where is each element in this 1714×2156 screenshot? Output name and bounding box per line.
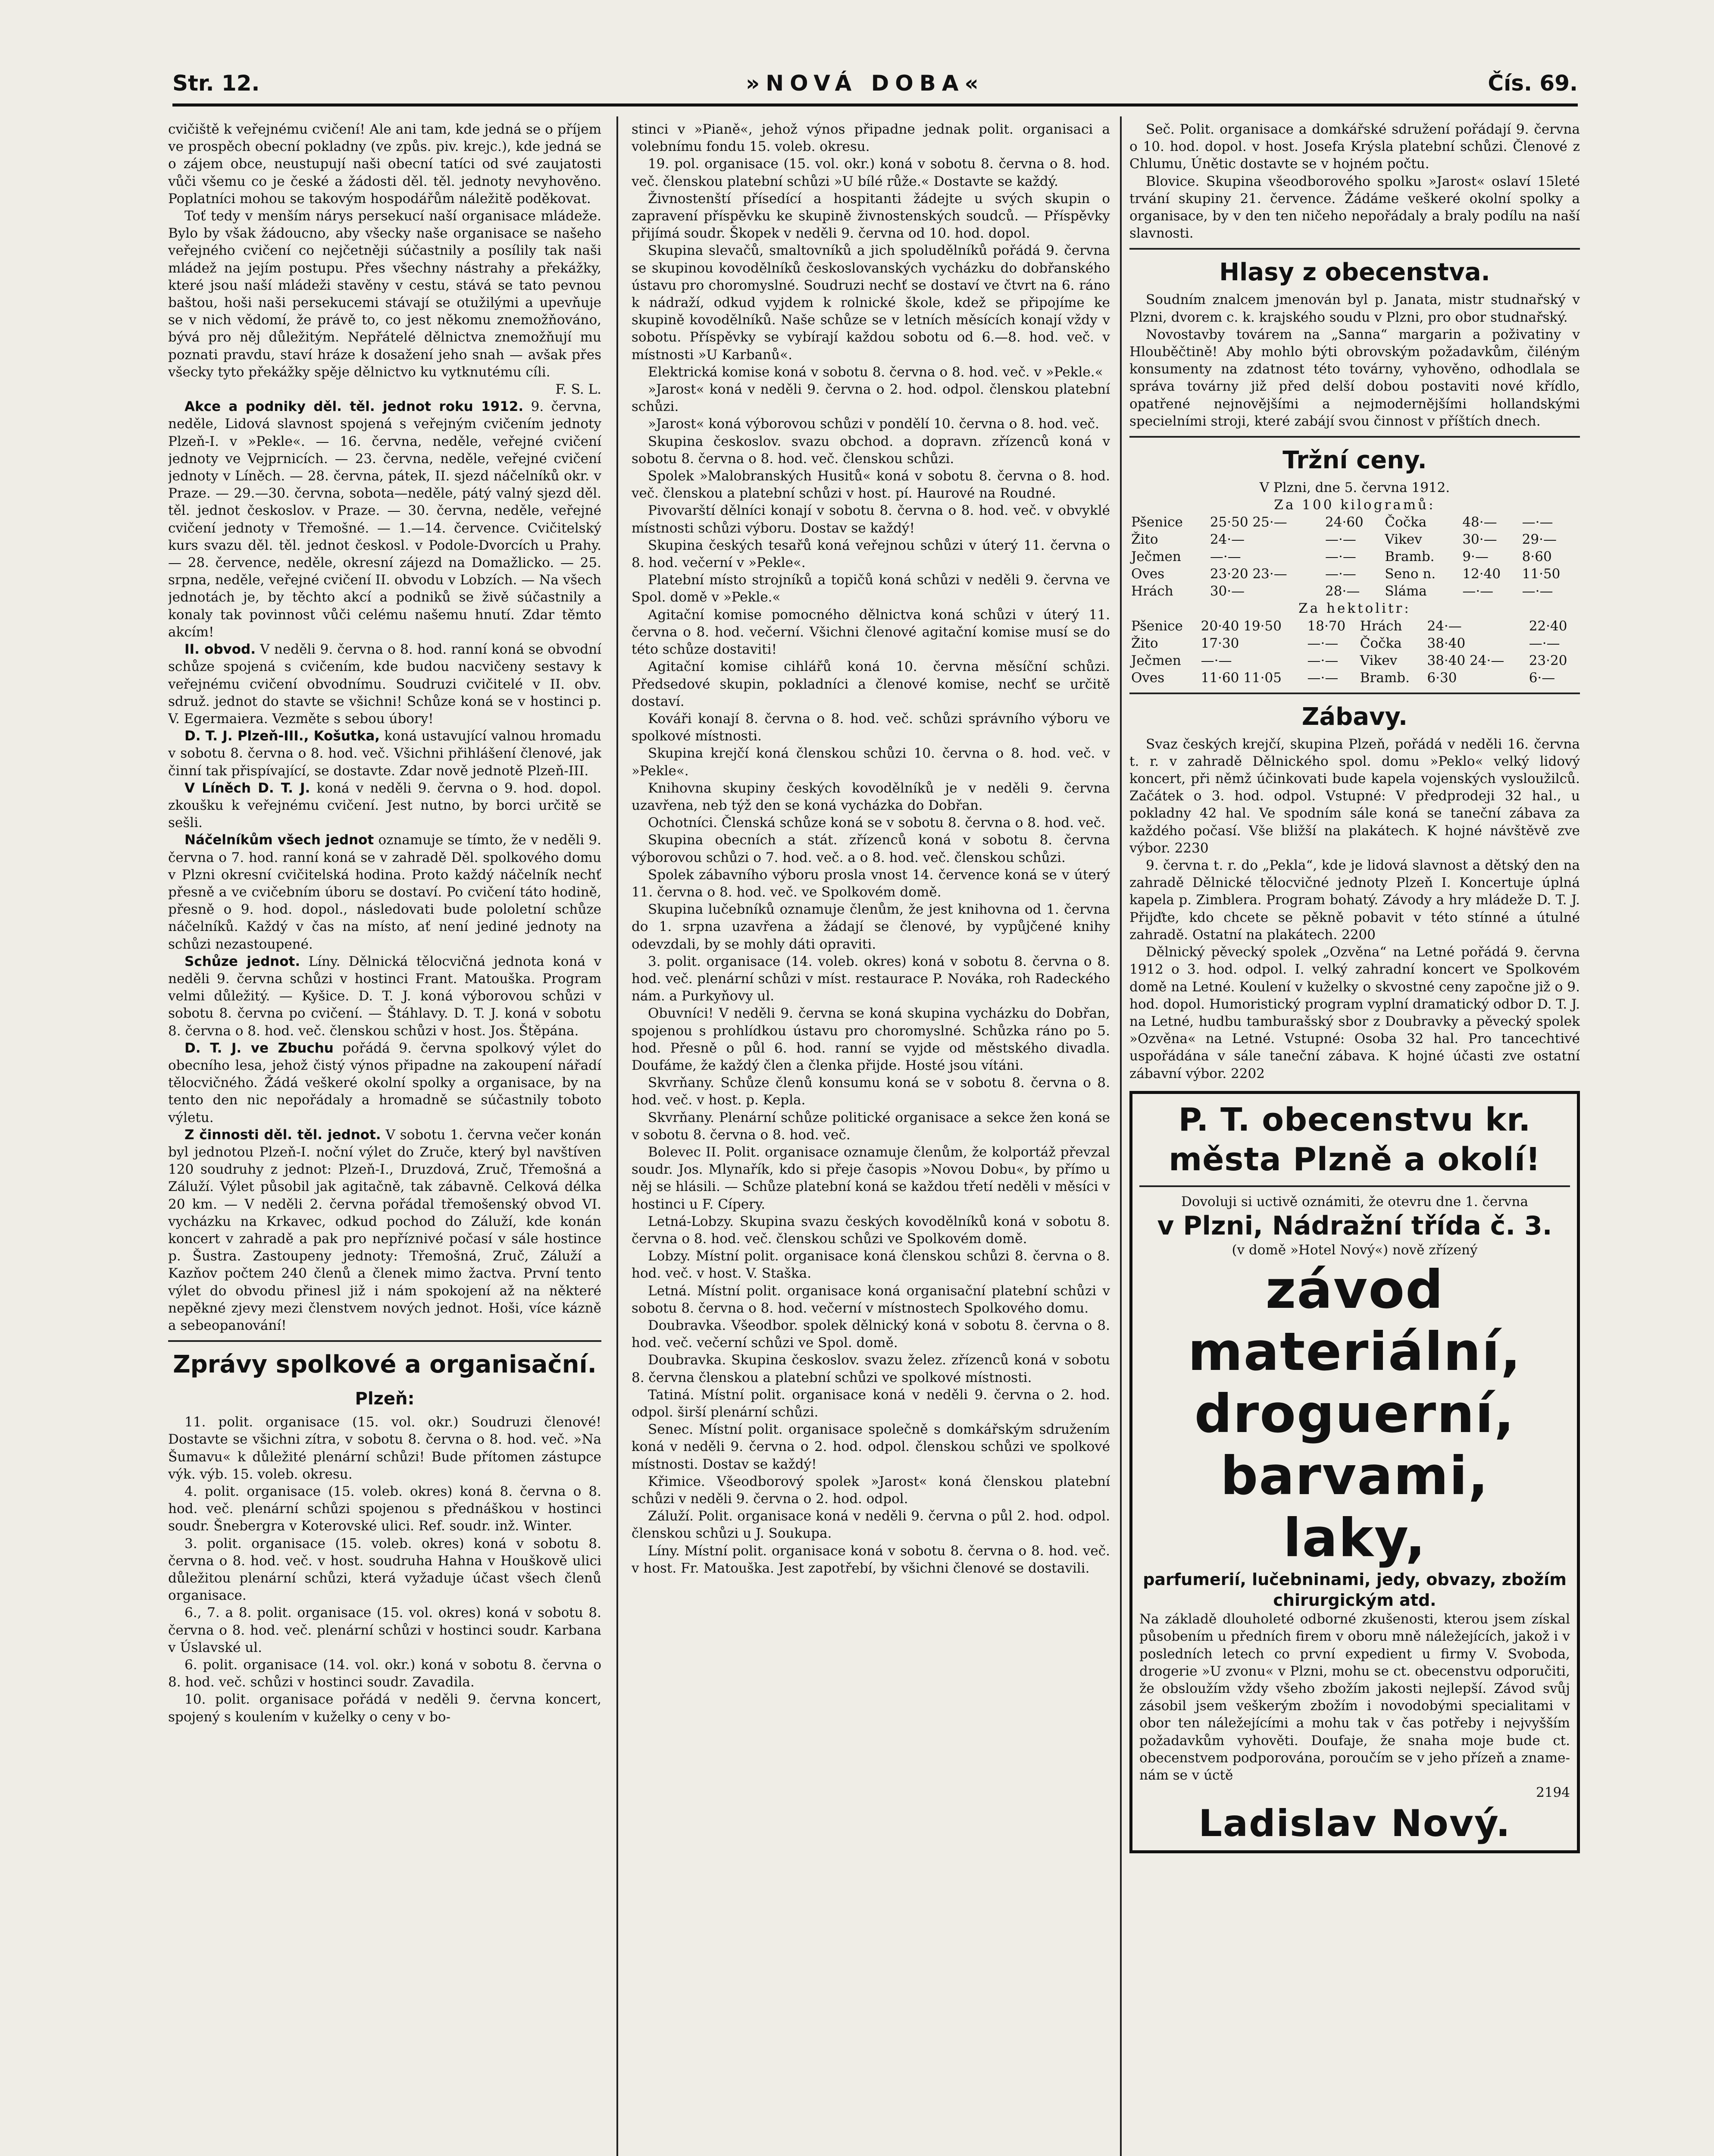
ad-headline: P. T. obecenstvu kr. [1178, 1101, 1531, 1138]
notice: Skupina českoslov. svazu obchod. a dopravn. zřízenců koná v sobotu 8. června o 8. hod. več. členskou schůzi. [632, 433, 1110, 467]
notice: Ochotníci. Členská schůze koná se v sobotu 8. června o 8. hod. več. [648, 815, 1105, 831]
notice-heading: Akce a podniky děl. těl. jednot roku 1912. [185, 399, 524, 415]
notice: Obuvníci! V neděli 9. června se koná skupina vycházku do Dobřan, spojenou s prohlídkou ústavu pro choromyslné. Schůzka ráno po 5. hod. Přesně o půl 6. hod. ranní se vyjde od městského divadla. Doufáme, že každý člen a členka přijde. Hosté jsou vítáni. [632, 1006, 1110, 1073]
price-cell: 38·40 [1427, 635, 1466, 651]
price-cell: Vikev [1385, 532, 1422, 548]
advertisement [1129, 1091, 1580, 1854]
price-cell: —·— [1529, 635, 1560, 651]
price-cell: Čočka [1360, 635, 1402, 651]
price-cell: Sláma [1385, 583, 1427, 599]
issue-number: Čís. 69. [1488, 71, 1578, 96]
notice-heading: II. obvod. [185, 642, 256, 658]
price-cell: Hrách [1360, 618, 1402, 634]
price-cell: 18·70 [1307, 618, 1346, 634]
price-cell: Bramb. [1360, 670, 1410, 686]
notice-text: koná v neděli 9. června o 9. hod. dopol. zkoušku k veřejnému cvičení. Jest nutno, by borci určitě se sešli. [168, 780, 601, 831]
notice: Senec. Místní polit. organisace společně s domkářským sdružením koná v neděli 9. června o 2. hod. odpol. členskou schůzi ve spolkové místnosti. Dostav se každý! [632, 1422, 1110, 1472]
section-title: Hlasy z obecenstva. [1219, 258, 1490, 287]
notice-heading: Náčelníkům všech jednot [185, 832, 374, 848]
price-cell: Seno n. [1385, 566, 1436, 582]
notice: 6. polit. organisace (14. vol. okr.) koná v sobotu 8. června o 8. hod. več. schůzi v hostinci soudr. Zavadila. [168, 1657, 601, 1690]
notice-text: V neděli 9. června o 8. hod. ranní koná se obvodní schůze spojená s cvičením, kde budou nacvičeny sestavy k veřejnému cvičení obvodnímu. Soudruzi cvičitelé v II. obv. sdruž. jednot do stavte se všichni! Schůze koná se v hostinci p. V. Egermaiera. Vezměte s sebou úbory! [168, 642, 601, 727]
price-cell: 22·40 [1529, 618, 1567, 634]
article-signature: F. S. L. [555, 382, 601, 398]
price-cell: —·— [1307, 670, 1339, 686]
notice: Živnostenští přísedící a hospitanti žádejte u svých skupin o zapravení příspěvku ke skupině živnostenských soudců. — Příspěvky přijímá soudr. Škopek v neděli 9. června od 10. hod. dopol. [632, 191, 1110, 241]
section-title: Zábavy. [1301, 702, 1408, 731]
notice [168, 953, 601, 1040]
price-cell: 11·50 [1522, 566, 1561, 582]
price-cell: Oves [1131, 670, 1165, 686]
price-cell: 12·40 [1462, 566, 1501, 582]
price-cell: 23·20 [1529, 652, 1567, 668]
notice-text: koná ustavující valnou hromadu v sobotu 8. června o 8. hod. več. Všichni přihlášení členové, jak činní tak přispívající, se dostavte. Zdar nově jednotě Plzeň-III. [168, 728, 601, 779]
market-unit-kg: Za 100 kilogramů: [1274, 497, 1436, 513]
price-cell: 38·40 24·— [1427, 652, 1504, 668]
notice: 11. polit. organisace (15. vol. okr.) Soudruzi členové! Dostavte se všichni zítra, v sobotu 8. června o 8. hod. več. »Na Šumavu« k důležité plenární schůzi! Bude přítomen zástupce výk. výb. 15. voleb. okresu. [168, 1414, 601, 1482]
ad-headline: města Plzně a okolí! [1169, 1141, 1541, 1178]
notice-text: Svaz českých krejčí, skupina Plzeň, pořádá v neděli 16. června t. r. v zahradě Dělnického spol. domu »Peklo« velký lidový koncert, při němž účinkovati bude kapela vojenských vysloužilců. Začátek o 3. hod. odpol. Vstupné: V předprodeji 32 hal., u pokladny 42 hal. Ve spodním sále koná se taneční zábava za každého počasí. Vše bližší na plakátech. K hojné návštěvě zve výbor. [1129, 736, 1580, 856]
price-cell: —·— [1522, 514, 1553, 530]
price-cell: Pšenice [1131, 514, 1183, 530]
price-cell: —·— [1307, 652, 1339, 668]
notice: Platební místo strojníků a topičů koná schůzi v neděli 9. června ve Spol. domě v »Pekle.« [632, 572, 1110, 605]
price-cell: —·— [1307, 635, 1339, 651]
article-paragraph: cvičiště k veřejnému cvičení! Ale ani tam, kde jedná se o příjem ve prospěch obecní pokladny (ve způs. piv. krejc.), kde jedná se o zájem obce, neustupují naši obecní tatíci od své zaujatosti vůči všemu co je české a žádosti děl. těl. jednoty nevyhověno. Poplatníci mohou se takovým hospodářům náležitě poděkovat. [168, 122, 601, 207]
ad-number: 2202 [1231, 1065, 1265, 1081]
price-cell: 24·— [1427, 618, 1462, 634]
notice-text: pořádá 9. června spolkový výlet do obecního lesa, jehož čistý výnos připadne na zakoupení nářadí tělocvičného. Žádá veškeré okolní spolky a organisace, by na tento den nic nepořádaly a hromadně se súčastnily toboto výletu. [168, 1040, 601, 1125]
price-cell: 6·— [1529, 670, 1555, 686]
notice [168, 727, 601, 780]
price-cell: 8·60 [1522, 549, 1552, 565]
notice: Skupina krejčí koná členskou schůzi 10. června o 8. hod. več. v »Pekle«. [632, 746, 1110, 779]
notice: Lobzy. Místní polit. organisace koná členskou schůzi 8. června o 8. hod. več. v host. V. Staška. [632, 1248, 1110, 1282]
notice [168, 1126, 601, 1334]
notice: Kováři konají 8. června o 8. hod. več. schůzi správního výboru ve spolkové místnosti. [632, 711, 1110, 744]
notice: Křimice. Všeodborový spolek »Jarost« koná členskou platební schůzi v neděli 9. června o 2. hod. odpol. [632, 1473, 1110, 1507]
notice: Soudním znalcem jmenován byl p. Janata, mistr studnařský v Plzni, dvorem c. k. krajského soudu v Plzni, pro obor studnařský. [1129, 292, 1580, 325]
notice: Líny. Místní polit. organisace koná v sobotu 8. června o 8. hod. več. v host. Fr. Matouška. Jest zapotřebí, by všichni členové se dostavili. [632, 1543, 1110, 1576]
price-cell: 17·30 [1201, 635, 1239, 651]
notice: Knihovna skupiny českých kovodělníků je v neděli 9. června uzavřena, neb týž den se koná vycházka do Dobřan. [632, 780, 1110, 813]
ad-word: materiální, [1188, 1321, 1522, 1383]
subsection-title: Plzeň: [355, 1389, 415, 1409]
notice: Blovice. Skupina všeodborového spolku »Jarost« oslaví 15leté trvání skupiny 21. července. Žádáme veškeré okolní spolky a organisace, by v den ten ničeho nepořádaly a braly podílu na naší slavnosti. [1129, 173, 1580, 241]
notice [168, 831, 601, 953]
notice: 19. pol. organisace (15. vol. okr.) koná v sobotu 8. června o 8. hod. več. členskou platební schůzi »U bílé růže.« Dostavte se každý. [632, 156, 1110, 189]
notice: Spolek »Malobranských Husitů« koná v sobotu 8. června o 8. hod. več. členskou a platební schůzi v host. pí. Haurové na Roudné. [632, 468, 1110, 501]
notice: Pivovarští dělníci konají v sobotu 8. června o 8. hod. več. v obvyklé místnosti schůzi výboru. Dostav se každý! [632, 503, 1110, 536]
market-date: V Plzni, dne 5. června 1912. [1259, 480, 1450, 496]
ad-word: laky, [1283, 1507, 1426, 1569]
ad-word: barvami, [1220, 1445, 1489, 1507]
price-cell: 6·30 [1427, 670, 1457, 686]
price-row [1129, 635, 1580, 652]
price-cell: 9·— [1462, 549, 1489, 565]
price-table-hl [1129, 617, 1580, 686]
price-cell: Žito [1131, 635, 1158, 651]
ad-address: v Plzni, Nádražní třída č. 3. [1157, 1210, 1552, 1241]
section-title: Zprávy spolkové a organisační. [173, 1351, 597, 1379]
notice-heading: Schůze jednot. [185, 953, 300, 969]
notice: Agitační komise cihlářů koná 10. června měsíční schůzi. Předsedové skupin, pokladníci a členové komise, nechť se určitě dostaví. [632, 659, 1110, 709]
ad-word: závod [1265, 1259, 1444, 1321]
notice: Agitační komise pomocného dělnictva koná schůzi v úterý 11. června o 8. hod. večerní. Všichni členové agitační komise musí se do této schůze dostaviti! [632, 607, 1110, 658]
column-3 [1129, 121, 1580, 2156]
price-cell: 24·60 [1325, 514, 1364, 530]
page-number: Str. 12. [172, 71, 260, 96]
price-cell: Ječmen [1131, 549, 1181, 565]
ad-number: 2194 [1536, 1785, 1570, 1801]
notice: Skvrňany. Schůze členů konsumu koná se v sobotu 8. června o 8. hod. več. v host. p. Kepla. [632, 1075, 1110, 1108]
price-cell: Čočka [1385, 514, 1427, 530]
price-cell: 48·— [1462, 514, 1497, 530]
notice: Skupina lučebníků oznamuje členům, že jest knihovna od 1. června do 1. srpna uzavřena a žádají se členové, by vypůjčené knihy odevzdali, by se mohly dáti opraviti. [632, 902, 1110, 952]
ad-body: Na základě dlouholeté odborné zkušenosti, kterou jsem získal působením u předních firem v oboru mně náležejících, jakož i v posledních letech co první expedient u firmy V. Svoboda, drogerie »U zvonu« v Plzni, mohu se ct. obecenstvu odporučiti, že obsloužím vždy všeho zbožím jakosti nejlepší. Závod svůj zásobil jsem veškerým zbožím i novodobými specialitami v obor ten náležejícími a mohu tak v čas potřeby i nejvyšším požadavkům vyhověti. Doufaje, že snaha moje bude ct. obecenstvem podporována, poroučím se v jeho přízeň a zname-nám se v úctě [1139, 1611, 1570, 1783]
notice: Skupina českých tesařů koná veřejnou schůzi v úterý 11. června o 8. hod. večerní v »Pekle«. [632, 537, 1110, 571]
notice [168, 398, 601, 641]
notice: 6., 7. a 8. polit. organisace (15. vol. okres) koná v sobotu 8. června o 8. hod. več. plenární schůzi v hostinci soudr. Karbana v Úslavské ul. [168, 1605, 601, 1655]
notice-text: 9. června t. r. do „Pekla“, kde je lidová slavnost a dětský den na zahradě Dělnické tělocvičné jednoty Plzeň I. Koncertuje úplná kapela p. Zimblera. Program bohatý. Závody a hry mládeže D. T. J. Přijďte, kdo chcete se pěkně pobavit v této stínné a útulné zahradě. Ostatní na plakátech. [1129, 858, 1580, 943]
price-cell: —·— [1522, 583, 1553, 599]
notice [168, 780, 601, 832]
notice: Doubravka. Všeodbor. spolek dělnický koná v sobotu 8. června o 8. hod. več. večerní schůzi ve Spol. domě. [632, 1318, 1110, 1351]
ad-word: droguerní, [1194, 1383, 1515, 1445]
notice: Letná. Místní polit. organisace koná organisační platební schůzi v sobotu 8. června o 8. hod. večerní v místnostech Spolkového domu. [632, 1283, 1110, 1316]
notice [168, 641, 601, 727]
notice-heading: D. T. J. ve Zbuchu [185, 1040, 334, 1056]
article-paragraph: Toť tedy v menším nárys persekucí naší organisace mládeže. Bylo by však žádoucno, aby všecky naše organisace se našeho veřejného cvičení co nejčetněji súčastnily a posílily tak naši mládež na jejím postupu. Přes všechny nástrahy a překážky, které jsou naší mládeži stavěny v cestu, stává se tato pevnou baštou, hoši naši persekucemi stávají se otužilými a upevňuje se v nich vědomí, že právě to, co jest někomu znemožňováno, bývá pro něj důležitým. Nepřátelé dělnictva znemožňují mu poznati pravdu, staví hráze k dosažení jeho snah — avšak přes všecky tyto překážky spěje dělnictvo ku vytknutému cíli. [168, 208, 601, 380]
price-cell: Žito [1131, 532, 1158, 548]
notice [1129, 857, 1580, 943]
column-rule [1120, 116, 1122, 2156]
ad-building: (v domě »Hotel Nový«) nově zřízený [1232, 1242, 1478, 1258]
notice-heading: V Líněch D. T. J. [185, 780, 310, 796]
notice: Novostavby továrem na „Sanna“ margarin a poživatiny v Hlouběčtině! Aby mohlo býti obrovským požadavkům, čiléným konsumenty na zdatnost této továrny, vyhověno, odhodlala se správa továrny již před delší dobou postaviti nové křídlo, opatřené nejnovějšími a nejmodernějšími hollandskými specielními stroji, které zabájí svou činnost v příštích dnech. [1129, 326, 1580, 429]
notice: Spolek zábavního výboru prosla vnost 14. července koná se v úterý 11. června o 8. hod. več. ve Spolkovém domě. [632, 867, 1110, 900]
section-title: Tržní ceny. [1282, 446, 1427, 475]
divider [1139, 1185, 1570, 1187]
notice: Skvrňany. Plenární schůze politické organisace a sekce žen koná se v sobotu 8. června o 8. hod. več. [632, 1109, 1110, 1143]
price-cell: —·— [1325, 566, 1356, 582]
price-row [1129, 669, 1580, 686]
notice-text: Dělnický pěvecký spolek „Ozvěna“ na Letné pořádá 9. června 1912 o 3. hod. odpol. I. velký zahradní koncert ve Spolkovém domě na Letné. Koulení v kuželky o skvostné ceny započne již o 9. hod. dopol. Humoristický program vyplní dramatický odbor D. T. J. na Letné, hudbu tamburašský sbor z Doubravky a pěvecký spolek »Ozvěna« na Letné. Vstupné: Osoba 32 hal. Pro tancechtivé uspořádána v sále taneční zábava. K hojné účasti zve ostatní zábavní výbor. [1129, 944, 1580, 1081]
price-cell: —·— [1325, 549, 1356, 565]
price-row [1129, 652, 1580, 669]
notice: Elektrická komise koná v sobotu 8. června o 8. hod. več. v »Pekle.« [648, 364, 1103, 380]
price-row [1129, 565, 1580, 583]
notice: »Jarost« koná v neděli 9. června o 2. hod. odpol. členskou platební schůzi. [632, 382, 1110, 415]
price-row [1129, 531, 1580, 548]
ad-number: 2200 [1342, 927, 1376, 943]
notice: Seč. Polit. organisace a domkářské sdružení pořádají 9. června o 10. hod. dopol. v host. Josefa Krýsla platební schůzi. Členové z Chlumu, Únětic dostavte se v hojném počtu. [1129, 122, 1580, 172]
notice: Skupina obecních a stát. zřízenců koná v sobotu 8. června výborovou schůzi o 7. hod. več. a o 8. hod. več. členskou schůzi. [632, 832, 1110, 865]
price-cell: 25·50 25·— [1210, 514, 1287, 530]
divider [1129, 693, 1580, 694]
notice: Doubravka. Skupina českoslov. svazu želez. zřízenců koná v sobotu 8. června členskou a platební schůzi ve spolkové místnosti. [632, 1352, 1110, 1385]
notice: 4. polit. organisace (15. voleb. okres) koná 8. června o 8. hod. več. plenární schůzi spojenou s přednáškou v hostinci soudr. Šnebergra v Koterovské ulici. Ref. soudr. inž. Winter. [168, 1484, 601, 1534]
notice: stinci v »Pianě«, jehož výnos připadne jednak polit. organisaci a volebnímu fondu 15. voleb. okresu. [632, 122, 1110, 155]
price-cell: 11·60 11·05 [1201, 670, 1282, 686]
column-2 [632, 121, 1110, 2156]
divider [1129, 248, 1580, 250]
price-cell: —·— [1462, 583, 1494, 599]
notice [1129, 736, 1580, 857]
newspaper-title: »NOVÁ DOBA« [746, 71, 985, 96]
price-cell: 20·40 19·50 [1201, 618, 1282, 634]
price-cell: Oves [1131, 566, 1165, 582]
price-cell: 28·— [1325, 583, 1360, 599]
price-cell: —·— [1201, 652, 1232, 668]
notice [1129, 943, 1580, 1082]
page-header [172, 65, 1578, 107]
notice-text: Líny. Dělnická tělocvičná jednota koná v neděli 9. června schůzi v hostinci Frant. Matouška. Program velmi důležitý. — Kyšice. D. T. J. koná výborovou schůzi v sobotu 8. června po cvičení. — Štáhlavy. D. T. J. koná v sobotu 8. června o 8. hod. več. členskou schůzi v host. Jos. Štěpána. [168, 953, 601, 1039]
notice: 3. polit. organisace (14. voleb. okres) koná v sobotu 8. června o 8. hod. več. plenární schůzi v míst. restaurace P. Nováka, roh Radeckého nám. a Purkyňovy ul. [632, 953, 1110, 1004]
price-row [1129, 548, 1580, 565]
notice: Bolevec II. Polit. organisace oznamuje členům, že kolportáž převzal soudr. Jos. Mlynařík, kdo si přeje časopis »Novou Dobu«, by přímo u něj se hlásili. — Schůze platební koná se každou třetí neděli v měsíci v hostinci u F. Cípery. [632, 1144, 1110, 1212]
price-cell: —·— [1325, 532, 1356, 548]
price-row [1129, 617, 1580, 635]
divider [1129, 436, 1580, 438]
price-cell: 30·— [1462, 532, 1497, 548]
price-cell: Vikev [1360, 652, 1398, 668]
notice-text: oznamuje se tímto, že v neděli 9. června o 7. hod. ranní koná se v zahradě Děl. spolkového domu v Plzni okresní cvičitelská hodina. Proto každý náčelník nechť přesně a ve cvičebním úboru se dostaví. Po cvičení táto hodině, přesně o 9. hod. dopol., následovati bude pololetní schůze náčelníků. Každý v čas na místo, ať není jediné jednoty na schůzi nezastoupené. [168, 832, 601, 952]
price-cell: 29·— [1522, 532, 1557, 548]
market-unit-hl: Za hektolitr: [1298, 601, 1411, 617]
price-cell: Pšenice [1131, 618, 1183, 634]
ad-goods: parfumerií, lučebninami, jedy, obvazy, zbožím chirurgickým atd. [1143, 1570, 1567, 1610]
notice: Letná-Lobzy. Skupina svazu českých kovodělníků koná v sobotu 8. června o 8. hod. več. členskou schůzi ve Spolkovém domě. [632, 1213, 1110, 1247]
notice: 10. polit. organisace pořádá v neděli 9. června koncert, spojený s koulením v kuželky o ceny v bo- [168, 1692, 601, 1725]
notice [168, 1040, 601, 1126]
notice-text: 9. června, neděle, Lidová slavnost spojená s veřejným cvičením jednoty Plzeň-I. v »Pekle«. — 16. června, neděle, veřejné cvičení jednoty ve Vejprnicích. — 23. června, neděle, veřejné cvičení jednoty v Líněch. — 28. června, pátek, II. sjezd náčelníků okr. v Praze. — 29.—30. června, sobota—neděle, pátý valný sjezd děl. těl. jednot českoslov. v Praze. — 30. června, neděle, veřejné cvičení jednoty v Třemošné. — 1.—14. července. Cvičitelský kurs svazu děl. těl. jednot českosl. v Podole-Dvorcích u Prahy. — 28. července, neděle, okresní zájezd na Domažlicko. — 25. srpna, neděle, veřejné cvičení II. obvodu v Lobzích. — Na všech jednotách je, by těchto akcí a podniků se živě súčastnily a konaly tak povinnost vůči celému našemu hnutí. Zdar těmto akcím! [168, 399, 601, 640]
notice-heading: Z činnosti děl. těl. jednot. [185, 1127, 381, 1143]
price-row [1129, 514, 1580, 531]
ad-intro: Dovoluji si uctivě oznámiti, že otevru dne 1. června [1181, 1194, 1528, 1210]
price-cell: —·— [1210, 549, 1241, 565]
ad-signature: Ladislav Nový. [1198, 1802, 1511, 1846]
column-1 [168, 121, 601, 2156]
price-cell: Bramb. [1385, 549, 1435, 565]
price-cell: Ječmen [1131, 652, 1181, 668]
column-rule [616, 116, 618, 2156]
price-table-kg [1129, 514, 1580, 600]
notice: Skupina slevačů, smaltovníků a jich spoludělníků pořádá 9. června se skupinou kovodělníků českoslovanských vycházku do dobřanského ústavu pro choromyslné. Soudruzi nechť se dostaví ve čtvrt na 6. ráno k nádraží, odkud vyjdem k rolnické škole, kdež se připojíme ke skupině kovodělníků. Naše schůze se v letních měsících konají vždy v sobotu. Příspěvky se vybírají každou sobotu od 6.—8. hod. več. v místnosti »U Karbanů«. [632, 243, 1110, 363]
price-cell: 30·— [1210, 583, 1245, 599]
price-cell: Hrách [1131, 583, 1173, 599]
divider [168, 1340, 601, 1342]
notice-text: V sobotu 1. června večer konán byl jednotou Plzeň-I. noční výlet do Zruče, který byl navštíven 120 soudruhy z jednot: Plzeň-I., Druzdová, Zruč, Třemošná a Záluží. Výlet působil jak agitačně, tak zábavně. Celková délka 20 km. — V neděli 2. června pořádal třemošenský obvod VI. vycházku na Krkavec, odkud pochod do Záluží, kde konán koncert v zahradě a pak pro nepříznivé počasí v sále hostince p. Šustra. Zastoupeny jednoty: Třemošná, Zruč, Záluží a Kazňov počtem 240 členů a členek mimo žactva. První tento výlet do obvodu přinesl již i nám spokojení až na některé nepěkné zjevy mezi členstvem nových jednot. Hoši, více kázně a sebeopanování! [168, 1127, 601, 1334]
price-cell: 23·20 23·— [1210, 566, 1287, 582]
notice: Záluží. Polit. organisace koná v neděli 9. června o půl 2. hod. odpol. členskou schůzi u J. Soukupa. [632, 1508, 1110, 1542]
notice: 3. polit. organisace (15. voleb. okres) koná v sobotu 8. června o 8. hod. več. v host. soudruha Hahna v Houškově ulici důležitou plenární schůzi, která vyžaduje účast všech členů organisace. [168, 1536, 601, 1604]
price-cell: 24·— [1210, 532, 1245, 548]
ad-number: 2230 [1174, 840, 1209, 856]
notice: Tatiná. Místní polit. organisace koná v neděli 9. června o 2. hod. odpol. širší plenární schůzi. [632, 1387, 1110, 1420]
notice-heading: D. T. J. Plzeň-III., Košutka, [185, 728, 380, 744]
price-row [1129, 583, 1580, 600]
notice: »Jarost« koná výborovou schůzi v pondělí 10. června o 8. hod. več. [648, 416, 1100, 432]
